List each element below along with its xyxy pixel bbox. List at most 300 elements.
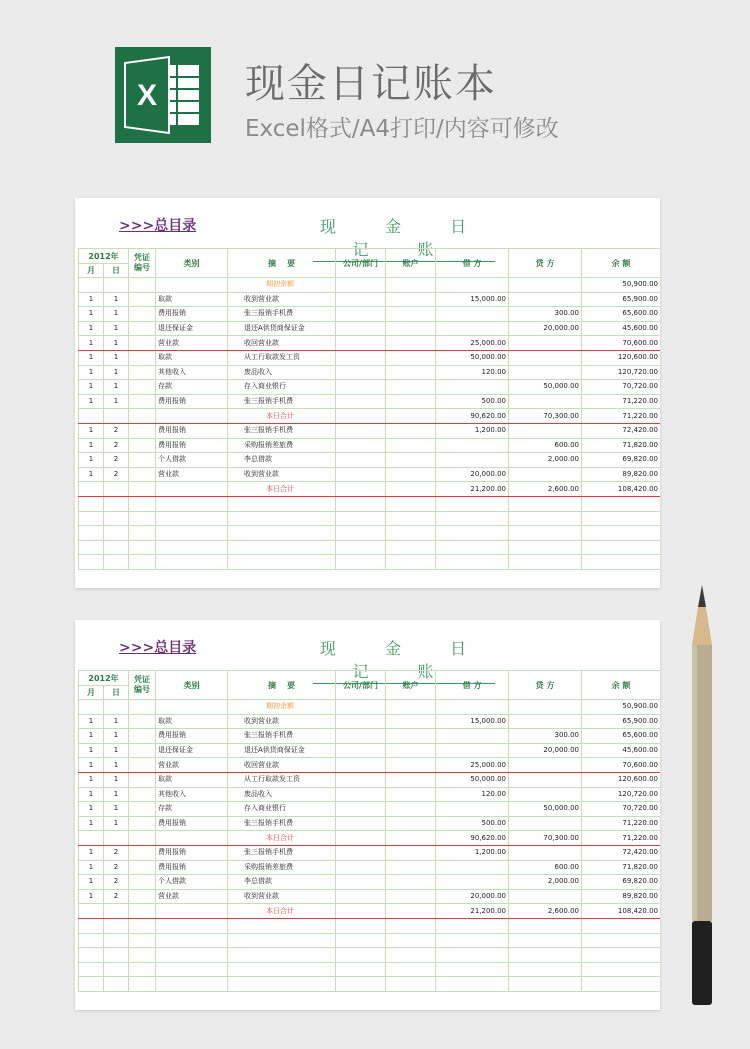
account-cell[interactable] [386, 802, 436, 817]
balance-cell[interactable]: 69,820.00 [582, 875, 660, 890]
category-cell[interactable]: 费用报销 [156, 845, 228, 860]
day-cell[interactable]: 1 [104, 394, 129, 409]
empty-cell[interactable] [156, 977, 228, 992]
category-cell[interactable] [156, 482, 228, 497]
day-cell[interactable]: 1 [104, 787, 129, 802]
month-cell[interactable]: 1 [79, 336, 104, 351]
empty-cell[interactable] [79, 977, 104, 992]
empty-cell[interactable] [436, 555, 509, 570]
empty-cell[interactable] [336, 555, 386, 570]
empty-cell[interactable] [228, 933, 336, 948]
summary-cell[interactable]: 张三报销手机费 [228, 307, 336, 322]
balance-cell[interactable]: 45,600.00 [582, 321, 660, 336]
credit-cell[interactable] [509, 889, 582, 904]
day-cell[interactable]: 2 [104, 875, 129, 890]
summary-cell[interactable]: 张三报销手机费 [228, 423, 336, 438]
empty-cell[interactable] [228, 555, 336, 570]
month-cell[interactable] [79, 904, 104, 919]
summary-cell[interactable]: 从工行取款发工资 [228, 350, 336, 365]
summary-cell[interactable]: 退还A供货商保证金 [228, 743, 336, 758]
balance-cell[interactable]: 71,820.00 [582, 860, 660, 875]
balance-cell[interactable]: 72,420.00 [582, 845, 660, 860]
empty-cell[interactable] [509, 555, 582, 570]
empty-cell[interactable] [104, 511, 129, 526]
credit-cell[interactable]: 20,000.00 [509, 743, 582, 758]
credit-cell[interactable] [509, 350, 582, 365]
empty-cell[interactable] [129, 948, 156, 963]
balance-cell[interactable]: 65,600.00 [582, 307, 660, 322]
empty-cell[interactable] [386, 555, 436, 570]
empty-cell[interactable] [129, 962, 156, 977]
account-cell[interactable] [386, 292, 436, 307]
empty-cell[interactable] [386, 933, 436, 948]
balance-cell[interactable]: 65,600.00 [582, 729, 660, 744]
credit-cell[interactable] [509, 700, 582, 715]
balance-cell[interactable]: 71,220.00 [582, 816, 660, 831]
category-cell[interactable]: 取款 [156, 772, 228, 787]
credit-cell[interactable] [509, 758, 582, 773]
debit-cell[interactable] [436, 278, 509, 293]
voucher-cell[interactable] [129, 758, 156, 773]
empty-cell[interactable] [386, 511, 436, 526]
month-cell[interactable]: 1 [79, 292, 104, 307]
voucher-cell[interactable] [129, 278, 156, 293]
summary-cell[interactable]: 李总借款 [228, 453, 336, 468]
empty-cell[interactable] [336, 526, 386, 541]
empty-cell[interactable] [79, 933, 104, 948]
empty-cell[interactable] [156, 511, 228, 526]
day-cell[interactable]: 1 [104, 292, 129, 307]
category-cell[interactable]: 个人借款 [156, 875, 228, 890]
company-cell[interactable] [336, 321, 386, 336]
empty-cell[interactable] [129, 540, 156, 555]
empty-cell[interactable] [582, 933, 660, 948]
empty-cell[interactable] [79, 496, 104, 511]
empty-cell[interactable] [436, 948, 509, 963]
voucher-cell[interactable] [129, 729, 156, 744]
debit-cell[interactable]: 25,000.00 [436, 336, 509, 351]
company-cell[interactable] [336, 467, 386, 482]
empty-cell[interactable] [336, 540, 386, 555]
empty-cell[interactable] [509, 918, 582, 933]
account-cell[interactable] [386, 336, 436, 351]
account-cell[interactable] [386, 904, 436, 919]
day-cell[interactable]: 1 [104, 729, 129, 744]
summary-cell[interactable]: 退还A供货商保证金 [228, 321, 336, 336]
empty-cell[interactable] [436, 540, 509, 555]
balance-cell[interactable]: 89,820.00 [582, 467, 660, 482]
summary-cell[interactable]: 废品收入 [228, 787, 336, 802]
account-cell[interactable] [386, 758, 436, 773]
summary-cell[interactable]: 期初余额 [228, 700, 336, 715]
empty-cell[interactable] [336, 977, 386, 992]
empty-cell[interactable] [582, 555, 660, 570]
credit-cell[interactable]: 2,000.00 [509, 875, 582, 890]
empty-cell[interactable] [104, 977, 129, 992]
debit-cell[interactable]: 500.00 [436, 816, 509, 831]
empty-cell[interactable] [336, 511, 386, 526]
debit-cell[interactable]: 50,000.00 [436, 350, 509, 365]
category-cell[interactable]: 营业款 [156, 467, 228, 482]
category-cell[interactable]: 费用报销 [156, 423, 228, 438]
credit-cell[interactable] [509, 772, 582, 787]
empty-cell[interactable] [129, 933, 156, 948]
day-cell[interactable]: 1 [104, 816, 129, 831]
empty-cell[interactable] [156, 918, 228, 933]
account-cell[interactable] [386, 816, 436, 831]
debit-cell[interactable] [436, 321, 509, 336]
company-cell[interactable] [336, 729, 386, 744]
voucher-cell[interactable] [129, 453, 156, 468]
credit-cell[interactable] [509, 336, 582, 351]
account-cell[interactable] [386, 438, 436, 453]
account-cell[interactable] [386, 831, 436, 846]
balance-cell[interactable]: 70,720.00 [582, 380, 660, 395]
category-cell[interactable] [156, 831, 228, 846]
credit-cell[interactable] [509, 394, 582, 409]
month-cell[interactable]: 1 [79, 743, 104, 758]
credit-cell[interactable]: 2,600.00 [509, 904, 582, 919]
account-cell[interactable] [386, 307, 436, 322]
category-cell[interactable]: 营业款 [156, 758, 228, 773]
empty-cell[interactable] [582, 526, 660, 541]
empty-cell[interactable] [509, 511, 582, 526]
month-cell[interactable]: 1 [79, 845, 104, 860]
balance-cell[interactable]: 70,600.00 [582, 336, 660, 351]
company-cell[interactable] [336, 292, 386, 307]
balance-cell[interactable]: 120,600.00 [582, 350, 660, 365]
month-cell[interactable] [79, 700, 104, 715]
summary-cell[interactable]: 采购报销差旅费 [228, 438, 336, 453]
voucher-cell[interactable] [129, 482, 156, 497]
empty-cell[interactable] [436, 977, 509, 992]
debit-cell[interactable]: 25,000.00 [436, 758, 509, 773]
empty-cell[interactable] [156, 496, 228, 511]
toc-link[interactable]: >>>总目录 [119, 640, 197, 656]
day-cell[interactable]: 1 [104, 772, 129, 787]
day-cell[interactable]: 1 [104, 350, 129, 365]
empty-cell[interactable] [386, 918, 436, 933]
month-cell[interactable] [79, 831, 104, 846]
voucher-cell[interactable] [129, 743, 156, 758]
day-cell[interactable]: 2 [104, 453, 129, 468]
debit-cell[interactable] [436, 453, 509, 468]
account-cell[interactable] [386, 394, 436, 409]
account-cell[interactable] [386, 889, 436, 904]
company-cell[interactable] [336, 394, 386, 409]
day-cell[interactable]: 1 [104, 802, 129, 817]
empty-cell[interactable] [336, 948, 386, 963]
credit-cell[interactable]: 50,000.00 [509, 380, 582, 395]
month-cell[interactable]: 1 [79, 860, 104, 875]
month-cell[interactable]: 1 [79, 365, 104, 380]
voucher-cell[interactable] [129, 889, 156, 904]
summary-cell[interactable]: 李总借款 [228, 875, 336, 890]
voucher-cell[interactable] [129, 467, 156, 482]
empty-cell[interactable] [582, 948, 660, 963]
summary-cell[interactable]: 本日合计 [228, 409, 336, 424]
voucher-cell[interactable] [129, 394, 156, 409]
summary-cell[interactable]: 收回营业款 [228, 336, 336, 351]
balance-cell[interactable]: 71,820.00 [582, 438, 660, 453]
balance-cell[interactable]: 50,900.00 [582, 278, 660, 293]
month-cell[interactable]: 1 [79, 875, 104, 890]
day-cell[interactable]: 2 [104, 860, 129, 875]
debit-cell[interactable] [436, 875, 509, 890]
company-cell[interactable] [336, 482, 386, 497]
day-cell[interactable]: 1 [104, 365, 129, 380]
balance-cell[interactable]: 120,720.00 [582, 365, 660, 380]
balance-cell[interactable]: 108,420.00 [582, 904, 660, 919]
voucher-cell[interactable] [129, 845, 156, 860]
empty-cell[interactable] [104, 526, 129, 541]
debit-cell[interactable]: 1,200.00 [436, 845, 509, 860]
empty-cell[interactable] [129, 496, 156, 511]
empty-cell[interactable] [156, 540, 228, 555]
category-cell[interactable]: 取款 [156, 292, 228, 307]
day-cell[interactable]: 1 [104, 336, 129, 351]
day-cell[interactable] [104, 700, 129, 715]
company-cell[interactable] [336, 380, 386, 395]
voucher-cell[interactable] [129, 307, 156, 322]
day-cell[interactable]: 1 [104, 714, 129, 729]
credit-cell[interactable] [509, 278, 582, 293]
voucher-cell[interactable] [129, 772, 156, 787]
summary-cell[interactable]: 本日合计 [228, 482, 336, 497]
empty-cell[interactable] [79, 526, 104, 541]
empty-cell[interactable] [336, 962, 386, 977]
empty-cell[interactable] [104, 540, 129, 555]
category-cell[interactable]: 费用报销 [156, 729, 228, 744]
summary-cell[interactable]: 收到营业款 [228, 467, 336, 482]
empty-cell[interactable] [436, 933, 509, 948]
balance-cell[interactable]: 45,600.00 [582, 743, 660, 758]
summary-cell[interactable]: 收到营业款 [228, 889, 336, 904]
day-cell[interactable]: 1 [104, 380, 129, 395]
toc-link[interactable]: >>>总目录 [119, 218, 197, 234]
debit-cell[interactable] [436, 307, 509, 322]
month-cell[interactable]: 1 [79, 423, 104, 438]
month-cell[interactable] [79, 482, 104, 497]
day-cell[interactable]: 1 [104, 307, 129, 322]
credit-cell[interactable] [509, 845, 582, 860]
voucher-cell[interactable] [129, 321, 156, 336]
account-cell[interactable] [386, 409, 436, 424]
month-cell[interactable]: 1 [79, 802, 104, 817]
debit-cell[interactable] [436, 743, 509, 758]
empty-cell[interactable] [79, 555, 104, 570]
category-cell[interactable]: 存款 [156, 380, 228, 395]
balance-cell[interactable]: 71,220.00 [582, 409, 660, 424]
category-cell[interactable]: 其他收入 [156, 365, 228, 380]
balance-cell[interactable]: 50,900.00 [582, 700, 660, 715]
credit-cell[interactable]: 70,300.00 [509, 831, 582, 846]
summary-cell[interactable]: 存入商业银行 [228, 802, 336, 817]
empty-cell[interactable] [129, 977, 156, 992]
empty-cell[interactable] [509, 948, 582, 963]
voucher-cell[interactable] [129, 787, 156, 802]
voucher-cell[interactable] [129, 700, 156, 715]
debit-cell[interactable] [436, 438, 509, 453]
credit-cell[interactable]: 20,000.00 [509, 321, 582, 336]
account-cell[interactable] [386, 423, 436, 438]
company-cell[interactable] [336, 860, 386, 875]
month-cell[interactable]: 1 [79, 787, 104, 802]
debit-cell[interactable] [436, 380, 509, 395]
balance-cell[interactable]: 108,420.00 [582, 482, 660, 497]
day-cell[interactable] [104, 831, 129, 846]
empty-cell[interactable] [104, 933, 129, 948]
account-cell[interactable] [386, 467, 436, 482]
credit-cell[interactable] [509, 292, 582, 307]
category-cell[interactable] [156, 409, 228, 424]
company-cell[interactable] [336, 423, 386, 438]
empty-cell[interactable] [104, 555, 129, 570]
summary-cell[interactable]: 存入商业银行 [228, 380, 336, 395]
debit-cell[interactable]: 50,000.00 [436, 772, 509, 787]
voucher-cell[interactable] [129, 292, 156, 307]
empty-cell[interactable] [582, 977, 660, 992]
account-cell[interactable] [386, 860, 436, 875]
empty-cell[interactable] [509, 962, 582, 977]
company-cell[interactable] [336, 350, 386, 365]
category-cell[interactable]: 费用报销 [156, 816, 228, 831]
day-cell[interactable]: 2 [104, 845, 129, 860]
credit-cell[interactable] [509, 467, 582, 482]
balance-cell[interactable]: 70,600.00 [582, 758, 660, 773]
empty-cell[interactable] [228, 948, 336, 963]
empty-cell[interactable] [582, 511, 660, 526]
category-cell[interactable]: 取款 [156, 350, 228, 365]
day-cell[interactable] [104, 278, 129, 293]
empty-cell[interactable] [386, 540, 436, 555]
empty-cell[interactable] [79, 540, 104, 555]
account-cell[interactable] [386, 482, 436, 497]
credit-cell[interactable] [509, 787, 582, 802]
voucher-cell[interactable] [129, 409, 156, 424]
debit-cell[interactable] [436, 802, 509, 817]
balance-cell[interactable]: 89,820.00 [582, 889, 660, 904]
empty-cell[interactable] [386, 962, 436, 977]
empty-cell[interactable] [156, 948, 228, 963]
summary-cell[interactable]: 收到营业款 [228, 714, 336, 729]
company-cell[interactable] [336, 772, 386, 787]
empty-cell[interactable] [156, 555, 228, 570]
empty-cell[interactable] [436, 496, 509, 511]
day-cell[interactable] [104, 904, 129, 919]
empty-cell[interactable] [436, 918, 509, 933]
account-cell[interactable] [386, 365, 436, 380]
company-cell[interactable] [336, 787, 386, 802]
empty-cell[interactable] [104, 948, 129, 963]
summary-cell[interactable]: 收回营业款 [228, 758, 336, 773]
month-cell[interactable]: 1 [79, 772, 104, 787]
category-cell[interactable]: 营业款 [156, 336, 228, 351]
debit-cell[interactable]: 90,620.00 [436, 831, 509, 846]
debit-cell[interactable] [436, 729, 509, 744]
account-cell[interactable] [386, 453, 436, 468]
debit-cell[interactable] [436, 700, 509, 715]
debit-cell[interactable]: 120.00 [436, 365, 509, 380]
empty-cell[interactable] [582, 496, 660, 511]
category-cell[interactable]: 其他收入 [156, 787, 228, 802]
month-cell[interactable]: 1 [79, 889, 104, 904]
category-cell[interactable]: 费用报销 [156, 860, 228, 875]
balance-cell[interactable]: 72,420.00 [582, 423, 660, 438]
voucher-cell[interactable] [129, 904, 156, 919]
month-cell[interactable]: 1 [79, 350, 104, 365]
empty-cell[interactable] [509, 496, 582, 511]
credit-cell[interactable]: 300.00 [509, 729, 582, 744]
category-cell[interactable] [156, 904, 228, 919]
credit-cell[interactable] [509, 816, 582, 831]
empty-cell[interactable] [228, 962, 336, 977]
empty-cell[interactable] [129, 511, 156, 526]
month-cell[interactable]: 1 [79, 321, 104, 336]
month-cell[interactable]: 1 [79, 438, 104, 453]
month-cell[interactable]: 1 [79, 714, 104, 729]
empty-cell[interactable] [156, 962, 228, 977]
empty-cell[interactable] [582, 962, 660, 977]
credit-cell[interactable] [509, 714, 582, 729]
empty-cell[interactable] [129, 918, 156, 933]
empty-cell[interactable] [509, 977, 582, 992]
empty-cell[interactable] [156, 933, 228, 948]
credit-cell[interactable]: 600.00 [509, 860, 582, 875]
category-cell[interactable]: 存款 [156, 802, 228, 817]
category-cell[interactable] [156, 700, 228, 715]
company-cell[interactable] [336, 307, 386, 322]
company-cell[interactable] [336, 336, 386, 351]
account-cell[interactable] [386, 845, 436, 860]
category-cell[interactable]: 退还保证金 [156, 321, 228, 336]
credit-cell[interactable]: 600.00 [509, 438, 582, 453]
account-cell[interactable] [386, 772, 436, 787]
empty-cell[interactable] [509, 526, 582, 541]
voucher-cell[interactable] [129, 714, 156, 729]
debit-cell[interactable]: 21,200.00 [436, 482, 509, 497]
empty-cell[interactable] [228, 526, 336, 541]
empty-cell[interactable] [436, 526, 509, 541]
category-cell[interactable]: 费用报销 [156, 394, 228, 409]
company-cell[interactable] [336, 816, 386, 831]
empty-cell[interactable] [79, 511, 104, 526]
month-cell[interactable]: 1 [79, 816, 104, 831]
balance-cell[interactable]: 71,220.00 [582, 394, 660, 409]
summary-cell[interactable]: 本日合计 [228, 904, 336, 919]
summary-cell[interactable]: 张三报销手机费 [228, 816, 336, 831]
summary-cell[interactable]: 从工行取款发工资 [228, 772, 336, 787]
category-cell[interactable]: 退还保证金 [156, 743, 228, 758]
company-cell[interactable] [336, 409, 386, 424]
voucher-cell[interactable] [129, 438, 156, 453]
summary-cell[interactable]: 期初余额 [228, 278, 336, 293]
credit-cell[interactable]: 70,300.00 [509, 409, 582, 424]
account-cell[interactable] [386, 380, 436, 395]
empty-cell[interactable] [582, 540, 660, 555]
balance-cell[interactable]: 71,220.00 [582, 831, 660, 846]
day-cell[interactable]: 2 [104, 438, 129, 453]
empty-cell[interactable] [386, 948, 436, 963]
category-cell[interactable] [156, 278, 228, 293]
day-cell[interactable]: 2 [104, 467, 129, 482]
month-cell[interactable]: 1 [79, 380, 104, 395]
empty-cell[interactable] [79, 962, 104, 977]
voucher-cell[interactable] [129, 380, 156, 395]
empty-cell[interactable] [509, 540, 582, 555]
debit-cell[interactable]: 15,000.00 [436, 714, 509, 729]
company-cell[interactable] [336, 889, 386, 904]
